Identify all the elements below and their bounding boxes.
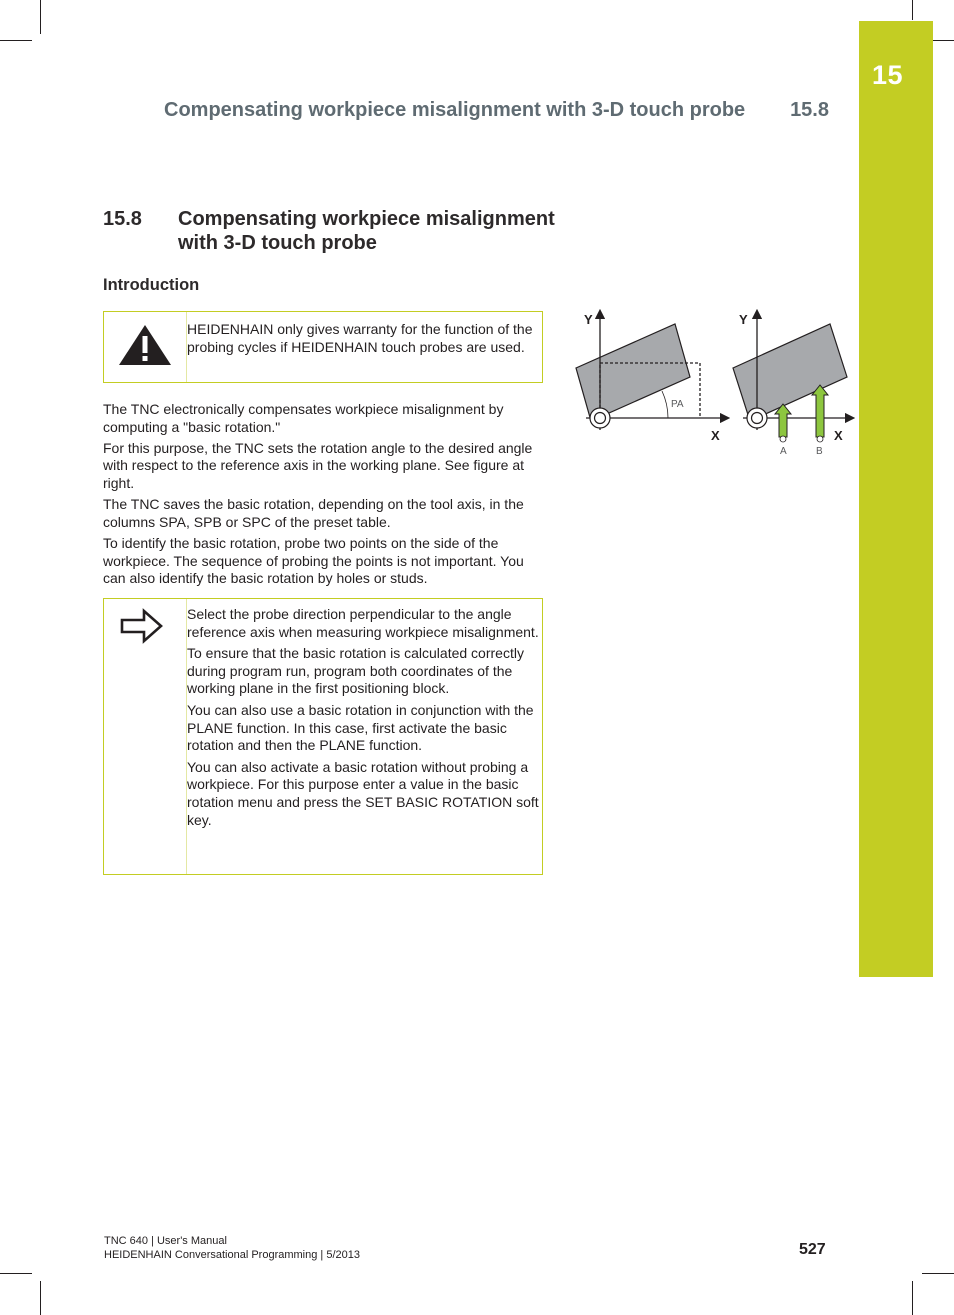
note-paragraph: To ensure that the basic rotation is calculated correctly during program run, program both coordinates of the working plane in the first positioning block. [187, 645, 524, 697]
point-b-label: B [816, 446, 823, 457]
misalignment-figure [560, 300, 860, 465]
note-paragraph: Select the probe direction perpendicular to the angle reference axis when measuring workpiece misalignment. [187, 606, 539, 640]
y-label: Y [739, 312, 748, 327]
running-header-section: 15.8 [790, 99, 829, 121]
origin-outer [590, 408, 610, 428]
running-header-title: Compensating workpiece misalignment with 3-D touch probe [164, 99, 746, 121]
footer [104, 1235, 360, 1262]
body-text [103, 401, 547, 591]
footer-line: TNC 640 | User's Manual [104, 1235, 227, 1247]
note-paragraph: You can also activate a basic rotation without probing a workpiece. For this purpose enter a value in the basic rotation menu and press the SET BASIC ROTATION soft key. [187, 758, 539, 828]
crop-mark [40, 0, 41, 34]
running-header [164, 99, 829, 122]
crop-mark [0, 1273, 32, 1274]
footer-line: HEIDENHAIN Conversational Programming | 5/2013 [104, 1248, 360, 1261]
origin-outer [747, 408, 767, 428]
left-diagram [576, 312, 725, 443]
crop-mark [912, 0, 913, 20]
crop-mark [40, 1281, 41, 1315]
point-a-label: A [780, 446, 787, 457]
arrow-right-icon [120, 608, 164, 644]
note-paragraph: You can also use a basic rotation in conjunction with the PLANE function. In this case, first activate the basic rotation and then the PLANE function. [187, 701, 534, 754]
warning-text: HEIDENHAIN only gives warranty for the function of the probing cycles if HEIDENHAIN touch probes are used. [187, 321, 533, 355]
paragraph: The TNC electronically compensates workpiece misalignment by computing a "basic rotation." [103, 401, 504, 435]
x-label: X [834, 428, 843, 443]
note-box [103, 598, 543, 875]
probe-point-b [817, 436, 823, 442]
probe-arrow-b [812, 385, 828, 437]
note-text [187, 606, 539, 833]
paragraph: The TNC saves the basic rotation, depending on the tool axis, in the columns SPA, SPB or SPC of the preset table. [103, 496, 524, 530]
warning-triangle-icon [118, 324, 172, 366]
paragraph: For this purpose, the TNC sets the rotation angle to the desired angle with respect to the reference axis in the working plane. See figure at right. [103, 439, 533, 491]
right-diagram [733, 312, 850, 457]
chapter-number: 15 [872, 60, 904, 90]
warning-box [103, 311, 543, 383]
page-number: 527 [799, 1241, 826, 1258]
section-title-text: Compensating workpiece misalignment with 3-D touch probe [178, 208, 555, 254]
section-number: 15.8 [103, 208, 142, 230]
crop-mark [912, 1281, 913, 1315]
x-label: X [711, 428, 720, 443]
paragraph: To identify the basic rotation, probe two points on the side of the workpiece. The sequence of probing the points is not important. You can also identify the basic rotation by holes or studs. [103, 534, 524, 587]
crop-mark [0, 40, 32, 41]
crop-mark [922, 1273, 954, 1274]
workpiece-rectangle [733, 324, 847, 421]
angle-label: PA [671, 399, 684, 410]
chapter-tab [859, 21, 933, 977]
probe-point-a [780, 436, 786, 442]
angle-arc [662, 391, 668, 418]
y-label: Y [584, 312, 593, 327]
subheading: Introduction [103, 276, 200, 294]
